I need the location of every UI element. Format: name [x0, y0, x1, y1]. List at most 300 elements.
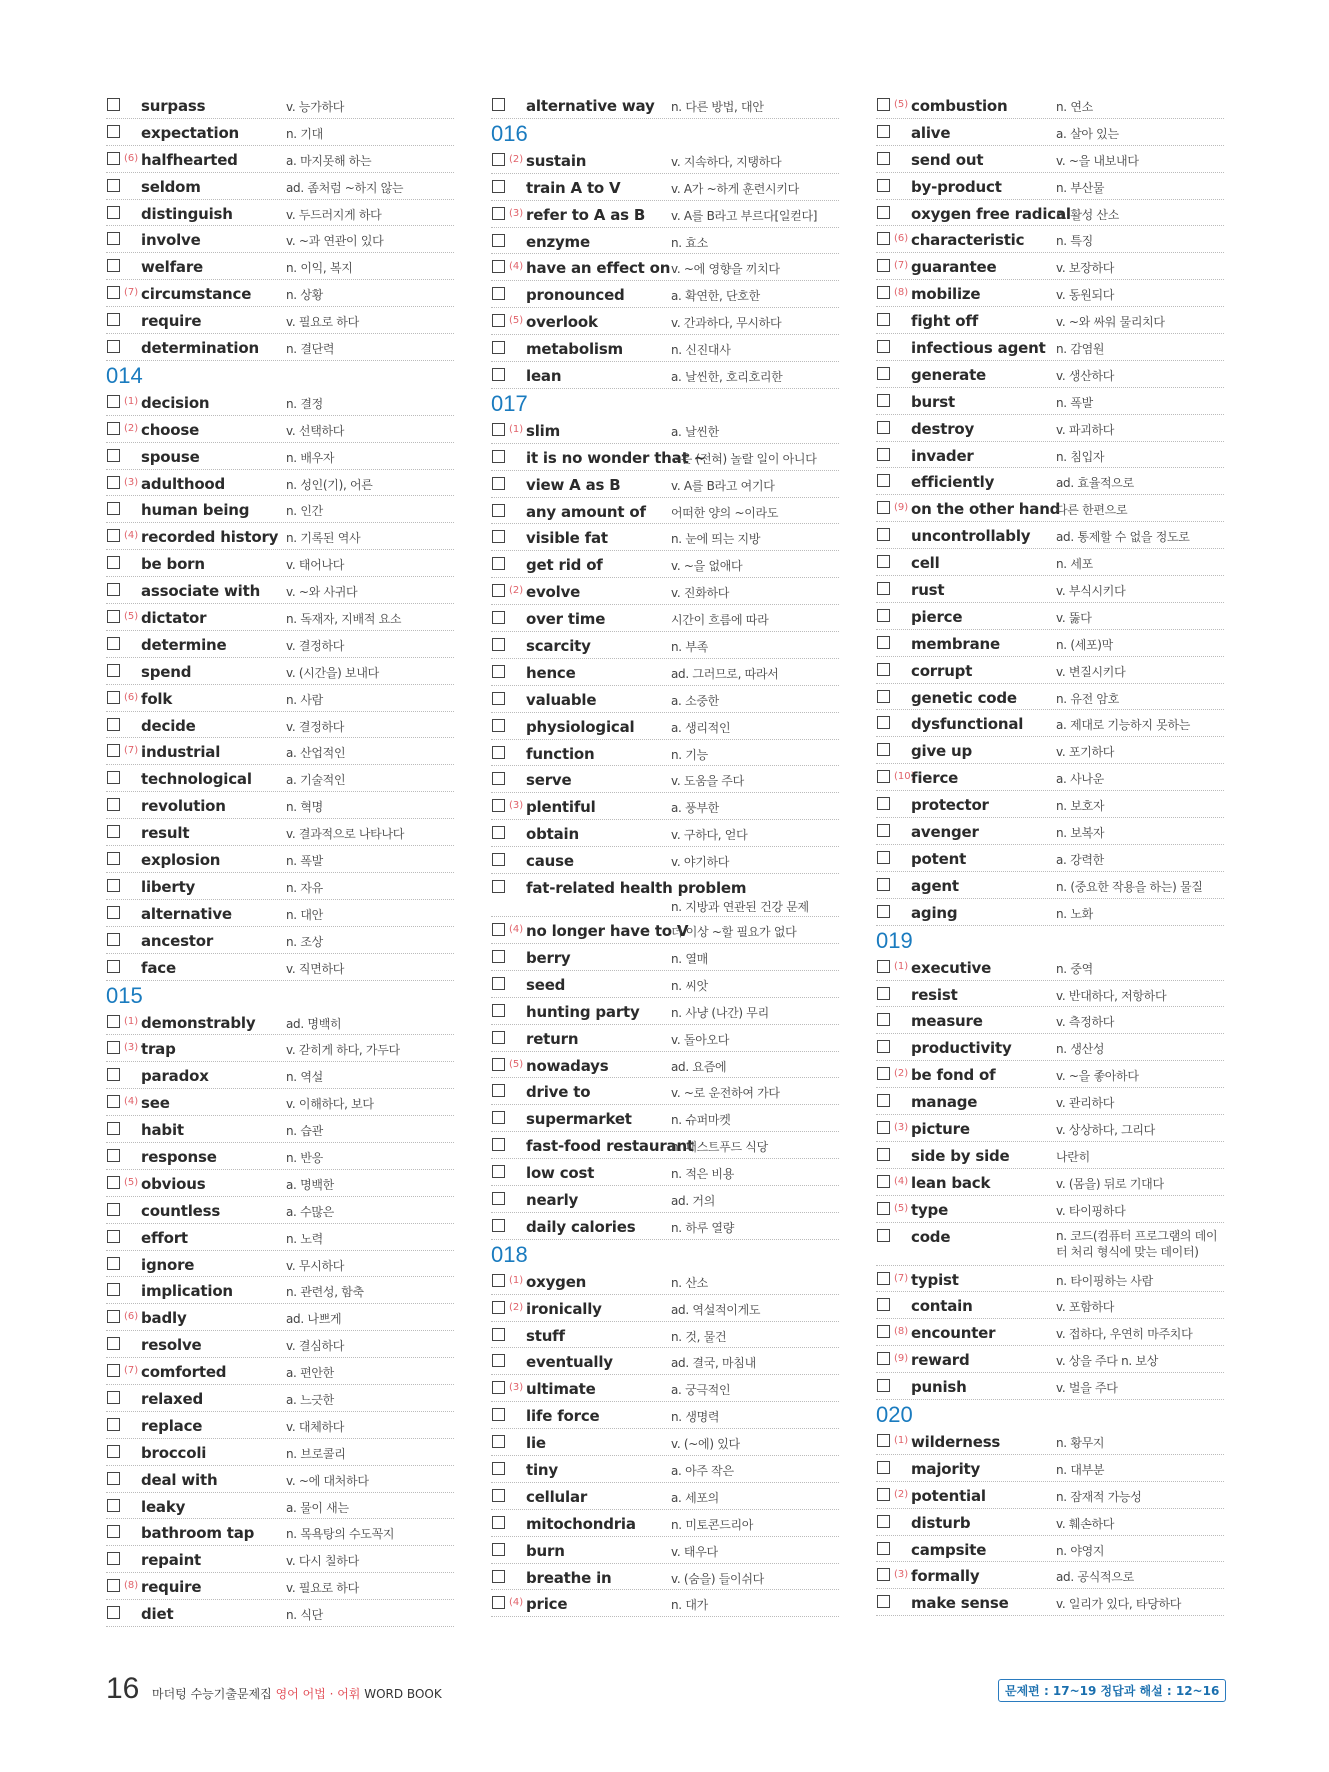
- checkbox[interactable]: [877, 824, 890, 837]
- vocab-meaning: n. 배우자: [286, 450, 335, 465]
- checkbox[interactable]: [107, 422, 120, 435]
- checkbox[interactable]: [107, 960, 120, 973]
- checkbox[interactable]: [492, 853, 505, 866]
- checkbox[interactable]: [877, 1325, 890, 1338]
- vocab-meaning: v. 태우다: [671, 1544, 718, 1559]
- question-number: (3): [509, 207, 524, 219]
- vocab-word: invader: [911, 446, 974, 465]
- word-row: [491, 1375, 839, 1402]
- checkbox[interactable]: [492, 826, 505, 839]
- word-row: [491, 659, 839, 686]
- question-number: (3): [894, 1121, 909, 1133]
- checkbox[interactable]: [492, 530, 505, 543]
- vocab-word: oxygen free radical: [911, 204, 1071, 223]
- checkbox[interactable]: [107, 529, 120, 542]
- vocab-word: corrupt: [911, 661, 973, 680]
- vocab-meaning: v. ~을 없애다: [671, 559, 743, 574]
- section-number: 016: [491, 120, 528, 146]
- vocab-word: contain: [911, 1297, 973, 1316]
- word-row: [491, 524, 839, 551]
- checkbox[interactable]: [492, 977, 505, 990]
- checkbox[interactable]: [107, 852, 120, 865]
- word-row: [106, 1493, 454, 1520]
- checkbox[interactable]: [107, 206, 120, 219]
- word-row: [491, 1510, 839, 1537]
- checkbox[interactable]: [492, 504, 505, 517]
- checkbox[interactable]: [492, 1084, 505, 1097]
- word-row: [106, 1546, 454, 1573]
- checkbox[interactable]: [492, 1138, 505, 1151]
- vocab-meaning: v. (숨을) 들이쉬다: [671, 1571, 764, 1586]
- word-row: [106, 1116, 454, 1143]
- vocab-meaning: n. 기록된 역사: [286, 531, 361, 546]
- vocab-word: folk: [141, 689, 173, 708]
- checkbox[interactable]: [877, 232, 890, 245]
- word-row: [106, 389, 454, 416]
- question-number: (5): [509, 1058, 524, 1070]
- checkbox[interactable]: [492, 1328, 505, 1341]
- vocab-meaning: n. 자유: [286, 880, 323, 895]
- checkbox[interactable]: [107, 476, 120, 489]
- word-row: [106, 1439, 454, 1466]
- word-row: [106, 900, 454, 927]
- checkbox[interactable]: [492, 153, 505, 166]
- checkbox[interactable]: [492, 557, 505, 570]
- word-row: [106, 1519, 454, 1546]
- checkbox[interactable]: [877, 259, 890, 272]
- checkbox[interactable]: [492, 1543, 505, 1556]
- vocab-meaning: v. 결정하다: [286, 719, 345, 734]
- checkbox[interactable]: [107, 1499, 120, 1512]
- question-number: (2): [894, 1068, 909, 1080]
- checkbox[interactable]: [877, 1352, 890, 1365]
- vocab-word: burst: [911, 392, 955, 411]
- checkbox[interactable]: [877, 421, 890, 434]
- word-row: [106, 496, 454, 523]
- vocab-meaning: 시간이 흐름에 따라: [671, 613, 769, 628]
- checkbox[interactable]: [107, 1364, 120, 1377]
- checkbox[interactable]: [492, 341, 505, 354]
- vocab-word: characteristic: [911, 231, 1025, 250]
- checkbox[interactable]: [877, 1067, 890, 1080]
- checkbox[interactable]: [107, 556, 120, 569]
- checkbox[interactable]: [107, 1579, 120, 1592]
- vocab-meaning: v. ~을 좋아하다: [1056, 1069, 1139, 1084]
- vocab-word: relaxed: [141, 1389, 204, 1408]
- checkbox[interactable]: [877, 1515, 890, 1528]
- checkbox[interactable]: [877, 152, 890, 165]
- vocab-word: protector: [911, 796, 989, 815]
- vocab-meaning: n. 노력: [286, 1231, 323, 1246]
- vocab-word: aging: [911, 903, 958, 922]
- checkbox[interactable]: [107, 718, 120, 731]
- vocab-word: by-product: [911, 177, 1002, 196]
- checkbox[interactable]: [107, 798, 120, 811]
- checkbox[interactable]: [877, 206, 890, 219]
- vocab-meaning: a. 사나운: [1056, 772, 1104, 787]
- word-row: [491, 632, 839, 659]
- checkbox[interactable]: [877, 340, 890, 353]
- vocab-word: overlook: [526, 313, 598, 332]
- checkbox[interactable]: [877, 555, 890, 568]
- vocab-meaning: n. 노화: [1056, 906, 1093, 921]
- checkbox[interactable]: [492, 1381, 505, 1394]
- vocab-word: stuff: [526, 1326, 565, 1345]
- checkbox[interactable]: [877, 1040, 890, 1053]
- vocab-word: alternative way: [526, 97, 655, 115]
- checkbox[interactable]: [107, 179, 120, 192]
- checkbox[interactable]: [107, 1445, 120, 1458]
- vocab-word: obtain: [526, 825, 579, 844]
- checkbox[interactable]: [492, 98, 505, 111]
- word-row: [491, 1483, 839, 1510]
- question-number: (7): [124, 287, 139, 299]
- checkbox[interactable]: [492, 368, 505, 381]
- vocab-word: comforted: [141, 1363, 227, 1382]
- checkbox[interactable]: [107, 1095, 120, 1108]
- checkbox[interactable]: [107, 1525, 120, 1538]
- checkbox[interactable]: [877, 98, 890, 111]
- checkbox[interactable]: [492, 772, 505, 785]
- vocab-meaning: ad. 명백히: [286, 1016, 342, 1031]
- word-row: [876, 791, 1224, 818]
- vocab-word: dictator: [141, 609, 207, 628]
- vocab-meaning: n. 생명력: [671, 1410, 720, 1425]
- checkbox[interactable]: [107, 1176, 120, 1189]
- vocab-word: return: [526, 1029, 579, 1048]
- vocab-word: alternative: [141, 904, 232, 923]
- checkbox[interactable]: [492, 1435, 505, 1448]
- checkbox[interactable]: [492, 1596, 505, 1609]
- vocab-word: face: [141, 958, 176, 977]
- checkbox[interactable]: [492, 1301, 505, 1314]
- checkbox[interactable]: [492, 450, 505, 463]
- word-row: [876, 845, 1224, 872]
- word-row: [106, 1304, 454, 1331]
- question-number: (7): [124, 745, 139, 757]
- word-row: [876, 1196, 1224, 1223]
- checkbox[interactable]: [877, 1094, 890, 1107]
- checkbox[interactable]: [492, 1274, 505, 1287]
- checkbox[interactable]: [877, 582, 890, 595]
- checkbox[interactable]: [107, 771, 120, 784]
- vocab-meaning: a. 물이 새는: [286, 1500, 349, 1515]
- checkbox[interactable]: [492, 180, 505, 193]
- checkbox[interactable]: [107, 395, 120, 408]
- vocab-word: recorded history: [141, 528, 279, 547]
- vocab-meaning: a. 마지못해 하는: [286, 153, 372, 168]
- vocab-word: pronounced: [526, 286, 625, 305]
- checkbox[interactable]: [492, 1192, 505, 1205]
- checkbox[interactable]: [877, 528, 890, 541]
- page-number: 16: [106, 1672, 140, 1705]
- vocab-word: plentiful: [526, 798, 596, 817]
- question-number: (3): [124, 1042, 139, 1054]
- checkbox[interactable]: [492, 611, 505, 624]
- vocab-meaning: v. 도움을 주다: [671, 774, 744, 789]
- checkbox[interactable]: [492, 1111, 505, 1124]
- word-row: [106, 280, 454, 307]
- word-row: [106, 253, 454, 280]
- vocab-meaning: v. 무시하다: [286, 1258, 345, 1273]
- checkbox[interactable]: [492, 1408, 505, 1421]
- checkbox[interactable]: [492, 1354, 505, 1367]
- vocab-meaning: n. 관련성, 함축: [286, 1285, 364, 1300]
- checkbox[interactable]: [107, 1310, 120, 1323]
- vocab-word: burn: [526, 1541, 565, 1560]
- vocab-word: encounter: [911, 1324, 996, 1343]
- word-row: [491, 444, 839, 471]
- checkbox[interactable]: [107, 825, 120, 838]
- word-row: [876, 388, 1224, 415]
- word-row: [106, 173, 454, 200]
- question-number: (1): [124, 1015, 139, 1027]
- checkbox[interactable]: [877, 1542, 890, 1555]
- vocab-word: explosion: [141, 851, 221, 870]
- checkbox[interactable]: [877, 1461, 890, 1474]
- vocab-word: type: [911, 1200, 949, 1219]
- word-row: [491, 417, 839, 444]
- checkbox[interactable]: [877, 1595, 890, 1608]
- checkbox[interactable]: [107, 449, 120, 462]
- checkbox[interactable]: [492, 1058, 505, 1071]
- checkbox[interactable]: [107, 637, 120, 650]
- checkbox[interactable]: [107, 664, 120, 677]
- checkbox[interactable]: [107, 1391, 120, 1404]
- checkbox[interactable]: [107, 1068, 120, 1081]
- checkbox[interactable]: [877, 179, 890, 192]
- checkbox[interactable]: [107, 502, 120, 515]
- word-row: [491, 92, 839, 119]
- checkbox[interactable]: [877, 286, 890, 299]
- checkbox[interactable]: [107, 583, 120, 596]
- checkbox[interactable]: [492, 423, 505, 436]
- word-row: [491, 1025, 839, 1052]
- word-row: [876, 1223, 1224, 1266]
- checkbox[interactable]: [877, 636, 890, 649]
- vocab-meaning: v. 결심하다: [286, 1339, 345, 1354]
- checkbox[interactable]: [107, 1606, 120, 1619]
- checkbox[interactable]: [107, 1337, 120, 1350]
- vocab-meaning: a. 제대로 기능하지 못하는: [1056, 718, 1191, 733]
- checkbox[interactable]: [107, 879, 120, 892]
- checkbox[interactable]: [492, 287, 505, 300]
- checkbox[interactable]: [877, 851, 890, 864]
- vocab-meaning: ad. 거의: [671, 1193, 715, 1208]
- checkbox[interactable]: [877, 1434, 890, 1447]
- word-row: [491, 1159, 839, 1186]
- vocab-meaning: a. 기술적인: [286, 773, 346, 788]
- vocab-meaning: n. 산소: [671, 1275, 708, 1290]
- checkbox[interactable]: [107, 1418, 120, 1431]
- checkbox[interactable]: [877, 878, 890, 891]
- vocab-word: refer to A as B: [526, 205, 646, 224]
- word-row: [491, 1078, 839, 1105]
- question-number: (3): [509, 800, 524, 812]
- checkbox[interactable]: [492, 692, 505, 705]
- checkbox[interactable]: [107, 1283, 120, 1296]
- checkbox[interactable]: [492, 638, 505, 651]
- checkbox[interactable]: [107, 610, 120, 623]
- checkbox[interactable]: [877, 125, 890, 138]
- checkbox[interactable]: [877, 987, 890, 1000]
- checkbox[interactable]: [492, 1004, 505, 1017]
- checkbox[interactable]: [107, 286, 120, 299]
- checkbox[interactable]: [492, 584, 505, 597]
- checkbox[interactable]: [492, 1219, 505, 1232]
- word-row: [491, 471, 839, 498]
- vocab-meaning: n. 독재자, 지배적 요소: [286, 612, 402, 627]
- word-row: [106, 1251, 454, 1278]
- checkbox[interactable]: [492, 1516, 505, 1529]
- checkbox[interactable]: [877, 716, 890, 729]
- checkbox[interactable]: [107, 259, 120, 272]
- checkbox[interactable]: [877, 770, 890, 783]
- vocab-word: send out: [911, 150, 984, 169]
- checkbox[interactable]: [107, 744, 120, 757]
- checkbox[interactable]: [877, 501, 890, 514]
- word-row: [106, 927, 454, 954]
- checkbox[interactable]: [107, 1149, 120, 1162]
- word-column-3: [876, 92, 1224, 1616]
- question-number: (1): [894, 960, 909, 972]
- checkbox[interactable]: [492, 719, 505, 732]
- checkbox[interactable]: [107, 1552, 120, 1565]
- checkbox[interactable]: [492, 1031, 505, 1044]
- vocab-meaning: v. 직면하다: [286, 961, 345, 976]
- vocab-meaning: ~은 (전혀) 놀랄 일이 아니다: [671, 451, 817, 466]
- word-row: [876, 684, 1224, 711]
- checkbox[interactable]: [492, 234, 505, 247]
- vocab-word: manage: [911, 1093, 978, 1112]
- question-number: (2): [509, 153, 524, 165]
- checkbox[interactable]: [107, 1230, 120, 1243]
- checkbox[interactable]: [492, 923, 505, 936]
- checkbox[interactable]: [877, 394, 890, 407]
- word-row: [106, 307, 454, 334]
- checkbox[interactable]: [107, 313, 120, 326]
- question-number: (5): [894, 1202, 909, 1214]
- checkbox[interactable]: [107, 933, 120, 946]
- checkbox[interactable]: [492, 260, 505, 273]
- word-row: [876, 119, 1224, 146]
- vocab-word: physiological: [526, 717, 635, 736]
- checkbox[interactable]: [877, 1272, 890, 1285]
- checkbox[interactable]: [877, 905, 890, 918]
- question-number: (5): [894, 99, 909, 110]
- checkbox[interactable]: [492, 950, 505, 963]
- checkbox[interactable]: [877, 448, 890, 461]
- vocab-meaning: v. 포기하다: [1056, 745, 1115, 760]
- checkbox[interactable]: [877, 1298, 890, 1311]
- word-row: [491, 1268, 839, 1295]
- checkbox[interactable]: [107, 1472, 120, 1485]
- checkbox[interactable]: [107, 1257, 120, 1270]
- checkbox[interactable]: [492, 1489, 505, 1502]
- vocab-word: human being: [141, 501, 250, 520]
- checkbox[interactable]: [877, 797, 890, 810]
- vocab-meaning: v. 반대하다, 저항하다: [1056, 988, 1167, 1003]
- checkbox[interactable]: [492, 746, 505, 759]
- checkbox[interactable]: [107, 340, 120, 353]
- checkbox[interactable]: [107, 1041, 120, 1054]
- word-row: [876, 1088, 1224, 1115]
- checkbox[interactable]: [877, 663, 890, 676]
- checkbox[interactable]: [107, 691, 120, 704]
- vocab-meaning: n. 기능: [671, 747, 708, 762]
- word-row: [876, 307, 1224, 334]
- checkbox[interactable]: [877, 1379, 890, 1392]
- checkbox[interactable]: [107, 232, 120, 245]
- checkbox[interactable]: [107, 98, 120, 111]
- section-number: 018: [491, 1241, 528, 1267]
- checkbox[interactable]: [492, 880, 505, 893]
- vocab-word: be born: [141, 555, 205, 574]
- vocab-word: repaint: [141, 1551, 202, 1570]
- checkbox[interactable]: [107, 125, 120, 138]
- checkbox[interactable]: [877, 1013, 890, 1026]
- vocab-word: cellular: [526, 1487, 588, 1506]
- checkbox[interactable]: [107, 1203, 120, 1216]
- checkbox[interactable]: [877, 1202, 890, 1215]
- vocab-meaning: v. 보장하다: [1056, 261, 1115, 276]
- checkbox[interactable]: [877, 960, 890, 973]
- checkbox[interactable]: [492, 665, 505, 678]
- word-row: [491, 1322, 839, 1349]
- checkbox[interactable]: [492, 1570, 505, 1583]
- vocab-meaning: n. 인간: [286, 504, 323, 519]
- checkbox[interactable]: [107, 1015, 120, 1028]
- vocab-meaning: n. 대안: [286, 907, 323, 922]
- word-row: [106, 416, 454, 443]
- checkbox[interactable]: [877, 743, 890, 756]
- checkbox[interactable]: [492, 314, 505, 327]
- checkbox[interactable]: [877, 1175, 890, 1188]
- checkbox[interactable]: [492, 207, 505, 220]
- checkbox[interactable]: [877, 1148, 890, 1161]
- vocab-meaning: n. 씨앗: [671, 978, 708, 993]
- checkbox[interactable]: [877, 367, 890, 380]
- checkbox[interactable]: [492, 799, 505, 812]
- checkbox[interactable]: [107, 1122, 120, 1135]
- checkbox[interactable]: [877, 474, 890, 487]
- question-number: (4): [509, 261, 524, 273]
- checkbox[interactable]: [107, 152, 120, 165]
- word-row: [106, 873, 454, 900]
- checkbox[interactable]: [492, 477, 505, 490]
- vocab-word: give up: [911, 742, 973, 761]
- checkbox[interactable]: [877, 1121, 890, 1134]
- checkbox[interactable]: [107, 906, 120, 919]
- vocab-meaning: n. 침입자: [1056, 449, 1105, 464]
- vocab-meaning: v. 변질시키다: [1056, 664, 1126, 679]
- checkbox[interactable]: [877, 1229, 890, 1242]
- vocab-meaning: v. 필요로 하다: [286, 315, 359, 330]
- checkbox[interactable]: [877, 1488, 890, 1501]
- checkbox[interactable]: [877, 609, 890, 622]
- vocab-meaning: a. 아주 작은: [671, 1463, 734, 1478]
- vocab-meaning: ad. 나쁘게: [286, 1312, 342, 1327]
- checkbox[interactable]: [492, 1462, 505, 1475]
- checkbox[interactable]: [877, 1568, 890, 1581]
- vocab-meaning: v. 생산하다: [1056, 368, 1115, 383]
- checkbox[interactable]: [877, 690, 890, 703]
- vocab-word: associate with: [141, 582, 261, 601]
- checkbox[interactable]: [877, 313, 890, 326]
- checkbox[interactable]: [492, 1165, 505, 1178]
- word-row: [876, 173, 1224, 200]
- vocab-meaning: a. 편안한: [286, 1366, 334, 1381]
